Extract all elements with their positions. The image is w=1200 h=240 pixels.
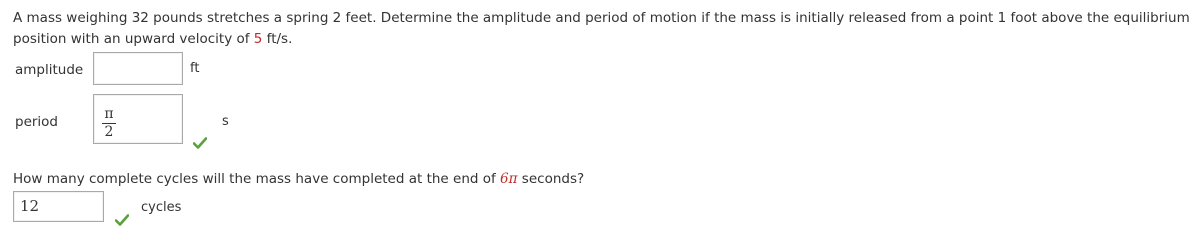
period-label: period <box>15 114 59 130</box>
question-text: How many complete cycles will the mass have completed at the end of <box>13 171 501 187</box>
amplitude-label: amplitude <box>15 62 84 78</box>
question-text-end: seconds? <box>517 171 585 187</box>
cycles-input[interactable] <box>13 191 104 222</box>
problem-text-end: ft/s. <box>262 31 293 47</box>
velocity-value: 5 <box>253 31 263 47</box>
period-denominator: 2 <box>104 124 114 140</box>
problem-statement <box>13 8 1193 50</box>
amplitude-input[interactable] <box>93 52 183 85</box>
problem-text: A mass weighing 32 pounds stretches a spring 2 feet. Determine the amplitude and period of motion if the mass is initially released from a point 1 foot above the equilibrium position with an upward velocity of <box>13 10 1190 47</box>
period-numerator: π <box>104 106 114 122</box>
period-correct-check-icon <box>193 137 207 149</box>
period-unit: s <box>222 114 229 129</box>
period-input[interactable] <box>93 94 183 144</box>
time-highlight: 6π <box>500 171 518 187</box>
amplitude-unit: ft <box>190 61 200 76</box>
period-fraction <box>102 107 116 140</box>
cycles-unit: cycles <box>141 200 182 215</box>
cycles-correct-check-icon <box>115 214 129 226</box>
cycles-value: 12 <box>20 197 40 215</box>
cycles-question <box>13 171 584 187</box>
